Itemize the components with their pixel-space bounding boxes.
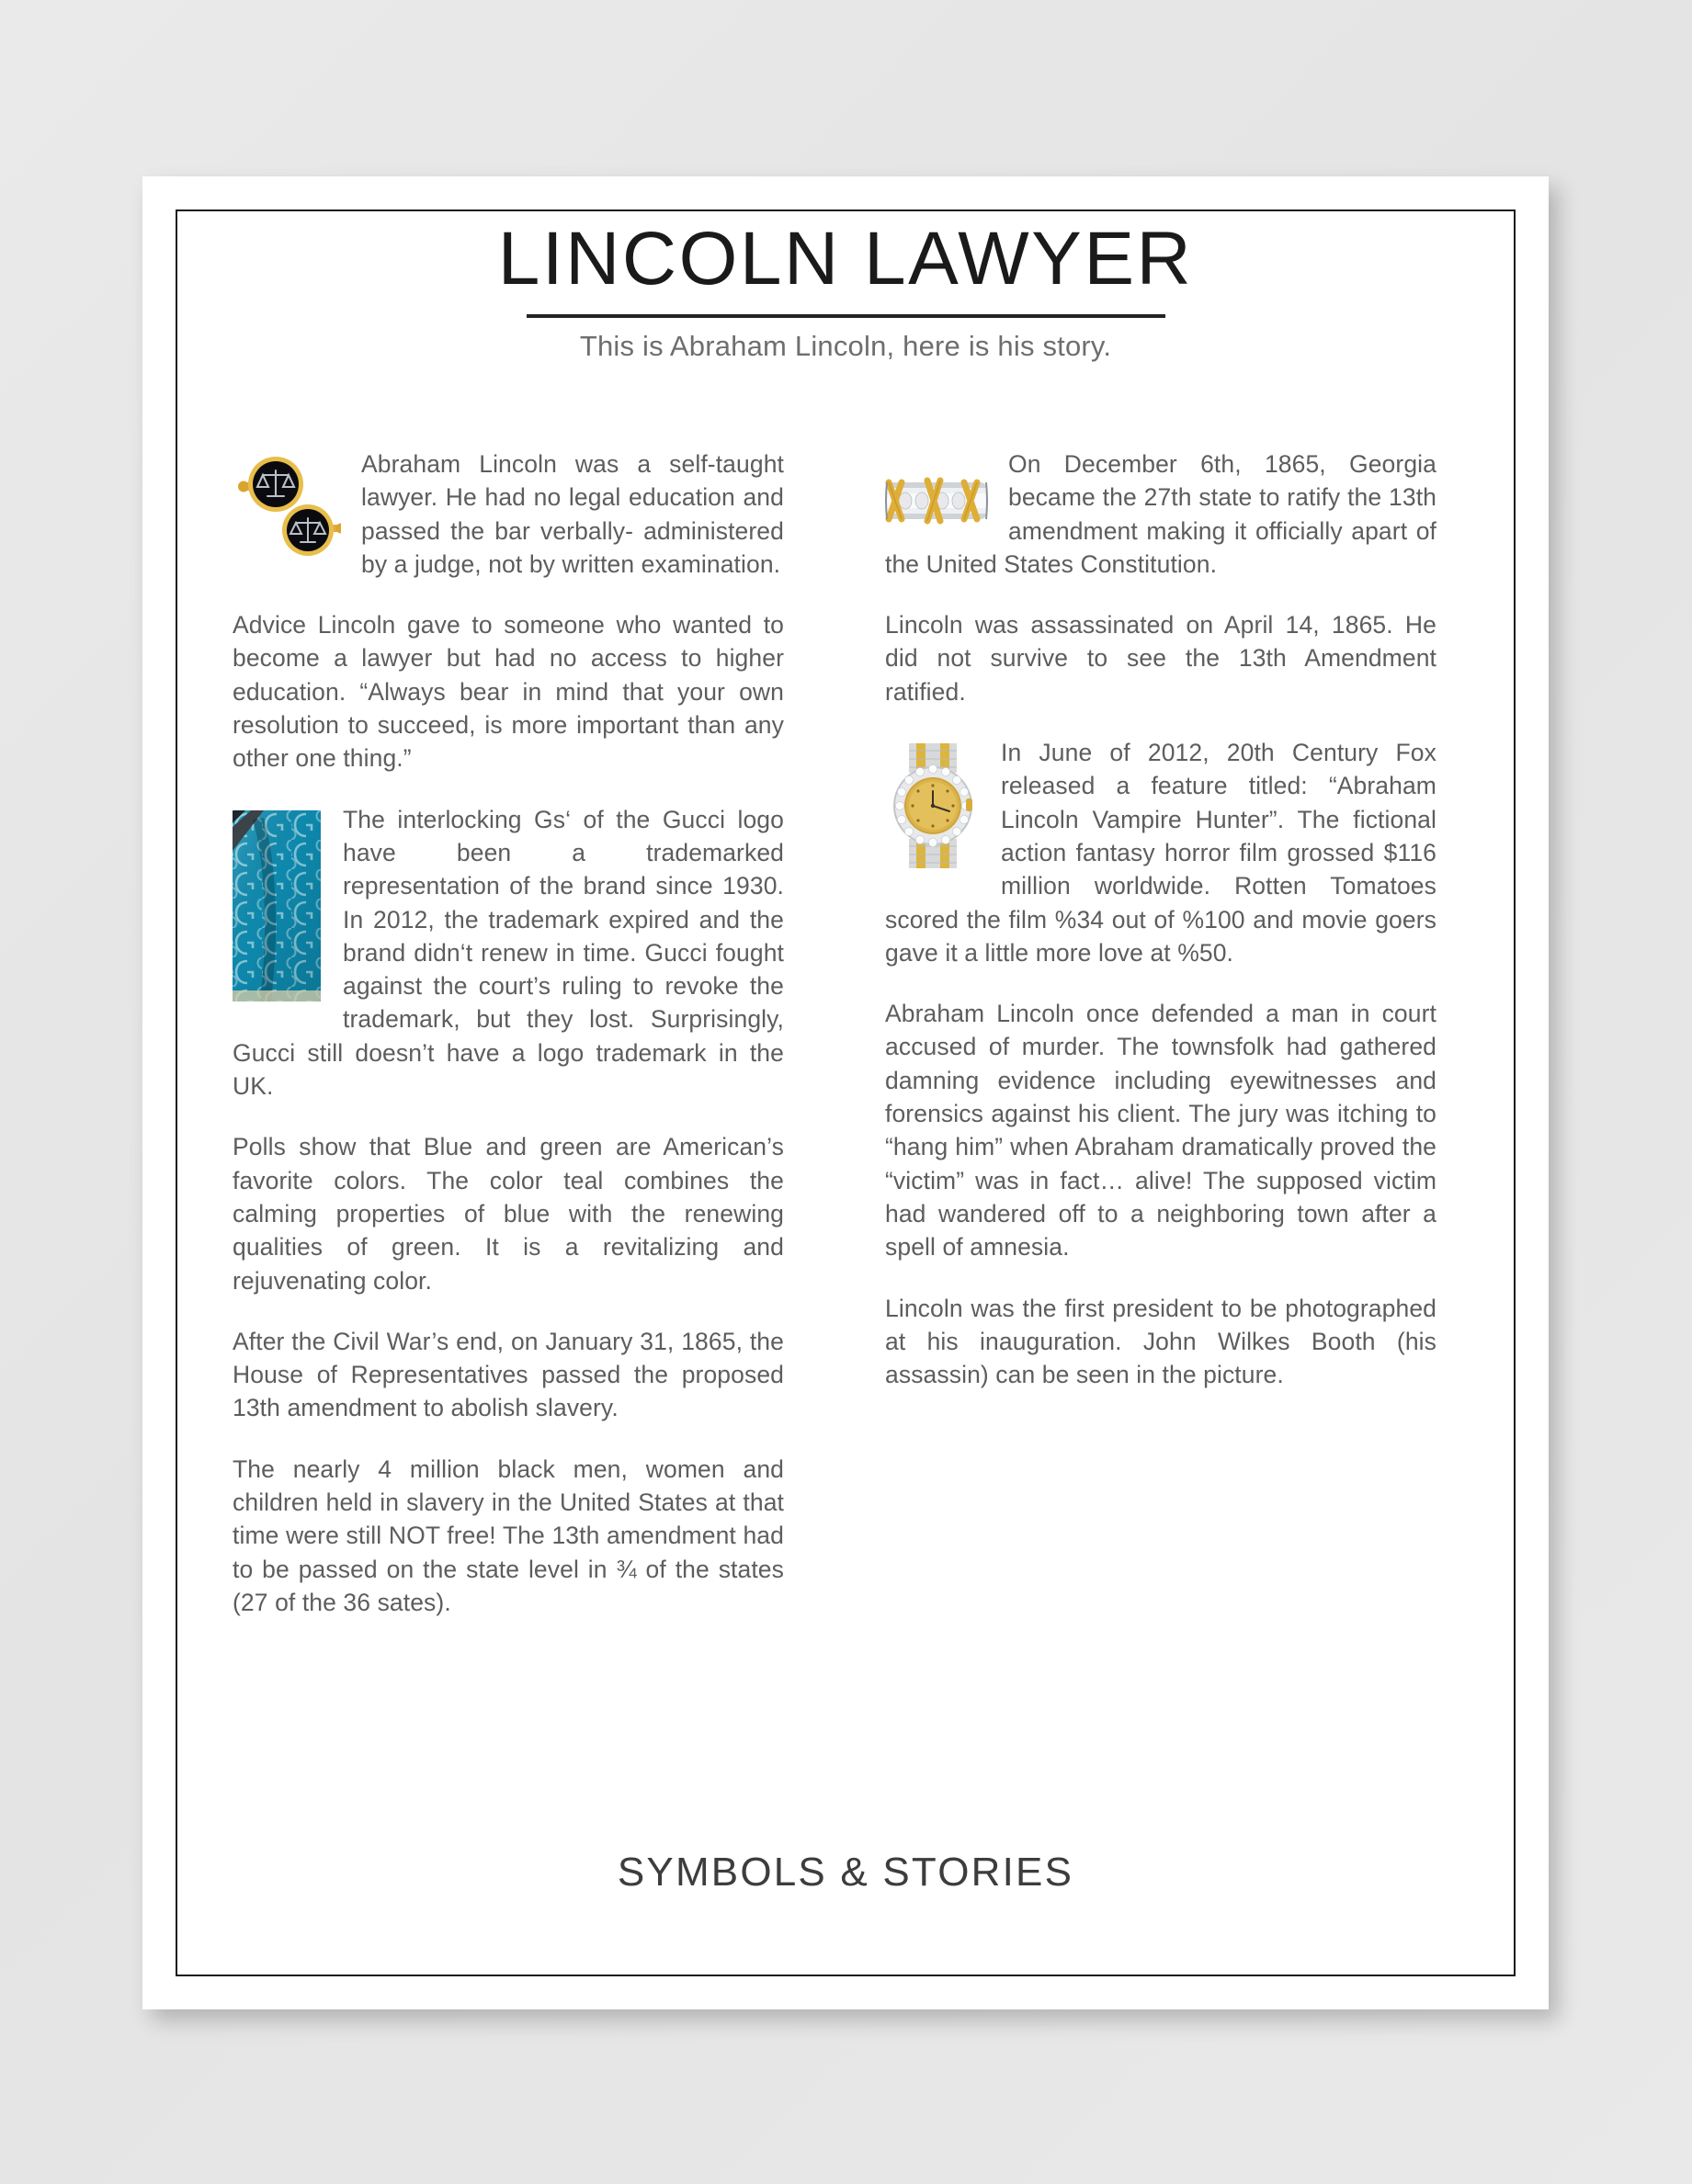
scales-of-justice-cufflinks-image (233, 453, 341, 556)
paragraph-text: Advice Lincoln gave to someone who wanted to become a lawyer but had no access to higher education. “Always bear in mind that your own resolution to succeed, is more important than any other one thing.” (233, 611, 784, 773)
document-page (142, 176, 1549, 2009)
right-column (885, 447, 1436, 1391)
page-footer: SYMBOLS & STORIES (617, 1850, 1074, 1895)
page-title: LINCOLN LAWYER (497, 217, 1194, 300)
paragraph (233, 1130, 784, 1296)
title-divider (527, 314, 1165, 318)
paragraph (885, 997, 1436, 1263)
paragraph-text: Lincoln was the first president to be photographed at his inauguration. John Wilkes Booth (his assassin) can be seen in the picture. (885, 1294, 1436, 1389)
paragraph (233, 803, 784, 1103)
paragraph-text: Lincoln was assassinated on April 14, 1865. He did not survive to see the 13th Amendment ratified. (885, 611, 1436, 706)
paragraph-text: The nearly 4 million black men, women and children held in slavery in the United States at that time were still NOT free! The 13th amendment had to be passed on the state level in ¾ of the states (27 of the 36 sates). (233, 1454, 784, 1616)
paragraph-text: Abraham Lincoln was a self-taught lawyer. He had no legal education and passed the bar verbally- administered by a judge, not by written examination. (361, 450, 784, 578)
article-columns (233, 447, 1459, 1619)
paragraph (233, 608, 784, 775)
paragraph (885, 1292, 1436, 1392)
paragraph (233, 1453, 784, 1619)
paragraph-text: On December 6th, 1865, Georgia became the 27th state to ratify the 13th amendment making it officially apart of the United States Constitution. (885, 450, 1436, 578)
gold-x-diamond-ring-image (885, 458, 988, 543)
paragraph (885, 736, 1436, 969)
paragraph (885, 447, 1436, 581)
paragraph-text: In June of 2012, 20th Century Fox released a feature titled: “Abraham Lincoln Vampire Hunter”. The fictional action fantasy horror film grossed $116 million worldwide. Rotten Tomatoes scored the film %34 out of %100 and movie goers gave it a little more love at %50. (885, 739, 1436, 967)
paragraph (233, 1325, 784, 1425)
masthead (142, 217, 1549, 363)
paragraph (233, 447, 784, 581)
paragraph (885, 608, 1436, 708)
left-column (233, 447, 784, 1619)
page-subtitle: This is Abraham Lincoln, here is his story. (579, 329, 1112, 362)
paragraph-text: Abraham Lincoln once defended a man in court accused of murder. The townsfolk had gathered damning evidence including eyewitnesses and forensics against his client. The jury was itching to “hang him” when Abraham dramatically proved the “victim” was in fact… alive! The supposed victim had wandered off to a neighboring town after a spell of amnesia. (885, 1000, 1436, 1262)
paragraph-text: Polls show that Blue and green are American’s favorite colors. The color teal combines the calming properties of blue with the renewing qualities of green. It is a revitalizing and rejuvenating color. (233, 1133, 784, 1295)
paragraph-text: After the Civil War’s end, on January 31, 1865, the House of Representatives passed the proposed 13th amendment to abolish slavery. (233, 1327, 784, 1422)
paragraph-text: The interlocking Gs‘ of the Gucci logo have been a trademarked representation of the brand since 1930. In 2012, the trademark expired and the brand didn‘t renew in time. Gucci fought against the court’s ruling to revoke the trademark, but they lost. Surprisingly, Gucci still doesn’t have a logo trademark in the UK. (233, 805, 784, 1101)
gucci-monogram-scarf-image (233, 810, 321, 1001)
gold-diamond-wristwatch-image (885, 743, 981, 868)
